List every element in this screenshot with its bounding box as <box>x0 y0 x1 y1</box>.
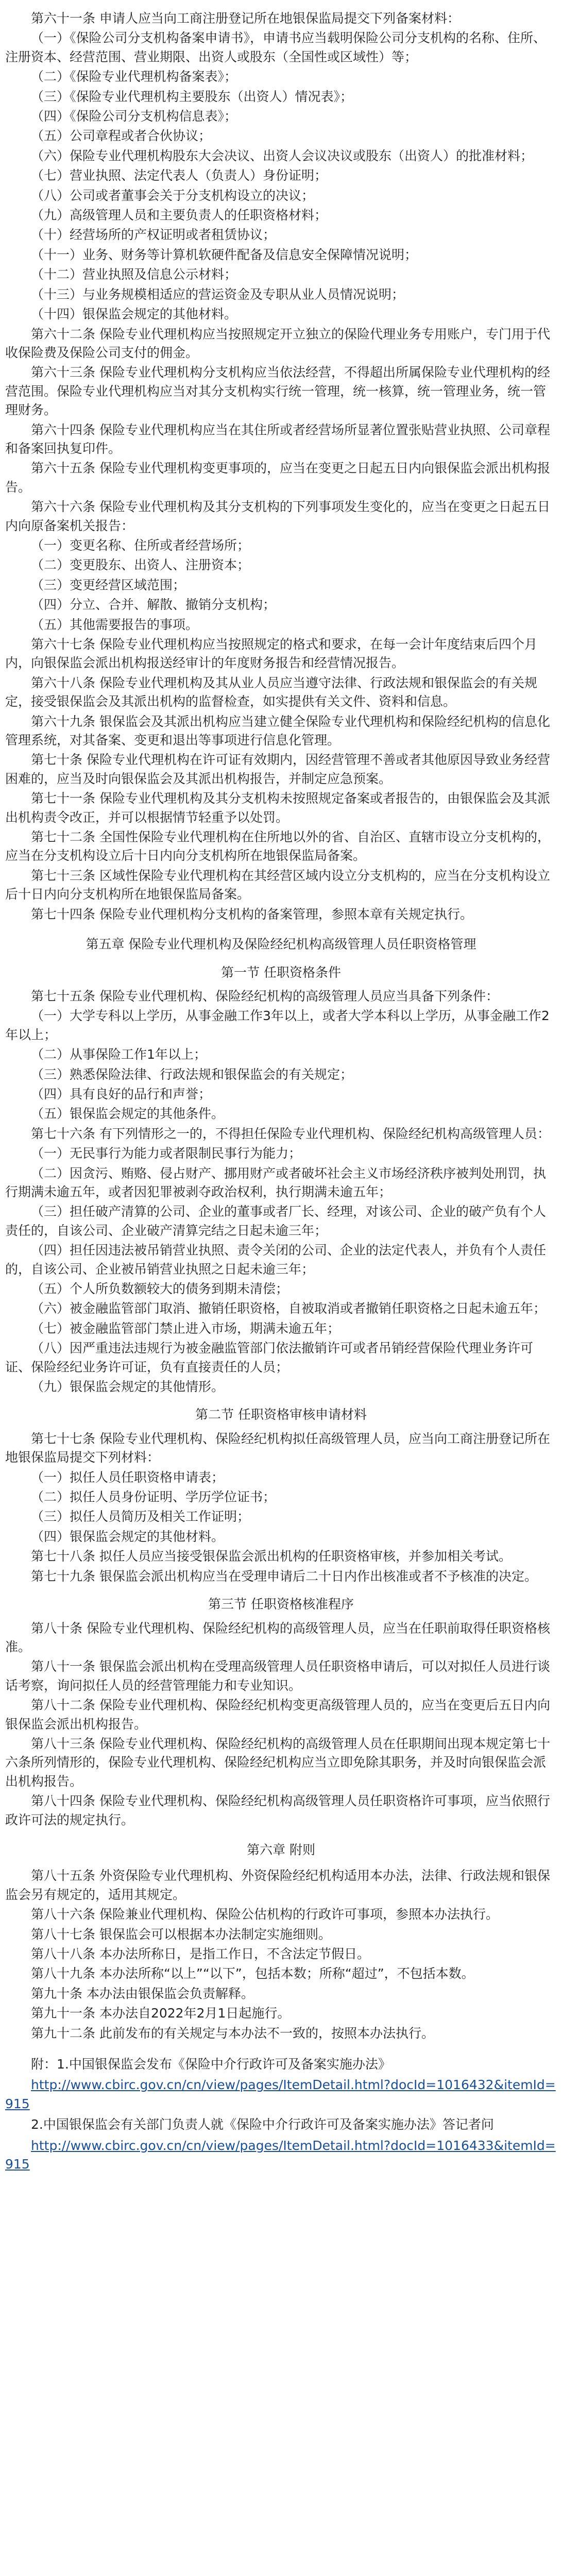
paragraph: （五）其他需要报告的事项。 <box>31 617 199 632</box>
paragraph: 第七十五条 保险专业代理机构、保险经纪机构的高级管理人员应当具备下列条件： <box>31 988 499 1004</box>
paragraph: （一）《保险公司分支机构备案申请书》，申请书应当载明保险公司分支机构的名称、住所、注册资本、经营范围、营业期限、出资人或股东（全国性或区域性）等； <box>5 30 547 64</box>
paragraph: 第八十三条 保险专业代理机构、保险经纪机构的高级管理人员在任职期间出现本规定第七十六条所列情形的，保险专业代理机构、保险经纪机构应当立即免除其职务，并及时向银保监会派出机构报告。 <box>5 1736 550 1789</box>
paragraph: （一）无民事行为能力或者限制民事行为能力； <box>31 1146 302 1161</box>
chapter5-section3-title: 第三节 任职资格核准程序 <box>208 1597 354 1612</box>
chapter5-section1-title: 第一节 任职资格条件 <box>221 964 341 980</box>
paragraph: 第七十八条 拟任人员应当接受银保监会派出机构的任职资格审核，并参加相关考试。 <box>31 1549 512 1564</box>
paragraph: （四）担任因违法被吊销营业执照、责令关闭的公司、企业的法定代表人，并负有个人责任的，自该公司、企业被吊销营业执照之日起未逾三年； <box>5 1243 547 1277</box>
paragraph: 第八十二条 保险专业代理机构、保险经纪机构变更高级管理人员的，应当在变更后五日内向银保监会派出机构报告。 <box>5 1698 550 1732</box>
paragraph: 第七十七条 保险专业代理机构、保险经纪机构拟任高级管理人员，应当向工商注册登记所在地银保监局提交下列材料： <box>5 1431 550 1465</box>
paragraph: 第六十八条 保险专业代理机构及其从业人员应当遵守法律、行政法规和银保监会的有关规定，接受银保监会及其派出机构的监督检查，如实提供有关文件、资料和信息。 <box>5 675 537 709</box>
paragraph: （一）变更名称、住所或者经营场所； <box>31 537 250 553</box>
paragraph: 第七十六条 有下列情形之一的，不得担任保险专业代理机构、保险经纪机构高级管理人员： <box>31 1126 550 1141</box>
paragraph: （三）变更经营区域范围； <box>31 577 186 592</box>
paragraph: 第七十四条 保险专业代理机构分支机构的备案管理，参照本章有关规定执行。 <box>31 906 473 922</box>
paragraph: （四）具有良好的品行和声誉； <box>31 1086 212 1101</box>
paragraph: （九）高级管理人员和主要负责人的任职资格材料； <box>31 208 328 223</box>
paragraph: （二）《保险专业代理机构备案表》； <box>31 69 237 84</box>
paragraph: 第八十一条 银保监会派出机构在受理高级管理人员任职资格申请后，可以对拟任人员进行谈话考察，询问拟任人员的经营管理能力和专业知识。 <box>5 1659 550 1693</box>
chapter5-section2-title: 第二节 任职资格审核申请材料 <box>195 1407 367 1422</box>
paragraph: 第六十三条 保险专业代理机构分支机构应当依法经营，不得超出所属保险专业代理机构的经营范围。保险专业代理机构应当对其分支机构实行统一管理，统一核算，统一管理业务，统一管理财务。 <box>5 365 550 418</box>
paragraph: （三）拟任人员简历及相关工作证明； <box>31 1509 250 1524</box>
paragraph: 第六十五条 保险专业代理机构变更事项的，应当在变更之日起五日内向银保监会派出机构报告。 <box>5 461 550 495</box>
paragraph: 第七十九条 银保监会派出机构应当在受理申请后二十日内作出核准或者不予核准的决定。 <box>31 1568 537 1584</box>
paragraph: 第八十四条 保险专业代理机构、保险经纪机构高级管理人员任职资格许可事项，应当依照行政许可法的规定执行。 <box>5 1793 550 1827</box>
chapter6-body <box>5 1867 557 2043</box>
paragraph: （七）被金融监管部门禁止进入市场，期满未逾五年； <box>31 1320 340 1336</box>
appendix-label-1: 附：1.中国银保监会发布《保险中介行政许可及备案实施办法》 <box>31 2057 391 2072</box>
paragraph: 第八十七条 银保监会可以根据本办法制定实施细则。 <box>31 1926 331 1942</box>
paragraph: （五）个人所负数额较大的债务到期未清偿； <box>31 1281 289 1296</box>
paragraph: 第六十二条 保险专业代理机构应当按照规定开立独立的保险代理业务专用账户，专门用于代收保险费及保险公司支付的佣金。 <box>5 326 550 360</box>
paragraph: 第八十八条 本办法所称日，是指工作日，不含法定节假日。 <box>31 1946 370 1961</box>
paragraph: 第九十一条 本办法自2022年2月1日起施行。 <box>31 2006 291 2021</box>
appendix-label-2: 2.中国银保监会有关部门负责人就《保险中介行政许可及备案实施办法》答记者问 <box>31 2117 494 2132</box>
paragraph: （一）大学专科以上学历，从事金融工作3年以上，或者大学本科以上学历，从事金融工作2年以上； <box>5 1008 550 1042</box>
paragraph: 第八十九条 本办法所称“以上”“以下”，包括本数；所称“超过”，不包括本数。 <box>31 1966 474 1981</box>
paragraph: 第八十条 保险专业代理机构、保险经纪机构的高级管理人员，应当在任职前取得任职资格核准。 <box>5 1620 550 1654</box>
chapter5-title: 第五章 保险专业代理机构及保险经纪机构高级管理人员任职资格管理 <box>86 937 476 952</box>
paragraph: （四）分立、合并、解散、撤销分支机构； <box>31 597 276 613</box>
paragraph: 第六十七条 保险专业代理机构应当按照规定的格式和要求，在每一会计年度结束后四个月内，向银保监会派出机构报送经审计的年度财务报告和经营情况报告。 <box>5 637 537 671</box>
paragraph: （十三）与业务规模相适应的营运资金及专职从业人员情况说明； <box>31 286 405 302</box>
paragraph: 第八十五条 外资保险专业代理机构、外资保险经纪机构适用本办法，法律、行政法规和银保监会另有规定的，适用其规定。 <box>5 1868 550 1902</box>
paragraph: （二）变更股东、出资人、注册资本； <box>31 557 250 573</box>
paragraph: 第七十一条 保险专业代理机构及其分支机构未按照规定备案或者报告的，由银保监会及其派出机构责令改正，并可以根据情节轻重予以处罚。 <box>5 791 550 825</box>
paragraph: （三）熟悉保险法律、行政法规和银保监会的有关规定； <box>31 1066 353 1082</box>
appendix-link-2[interactable]: http://www.cbirc.gov.cn/cn/view/pages/ItemDetail.html?docId=1016433&itemId=915 <box>5 2138 556 2172</box>
chapter6-title: 第六章 附则 <box>247 1842 315 1857</box>
paragraph: （四）银保监会规定的其他材料。 <box>31 1529 225 1544</box>
paragraph: （十四）银保监会规定的其他材料。 <box>31 307 237 322</box>
paragraph: （八）因严重违法违规行为被金融监管部门依法撤销许可或者吊销经营保险代理业务许可证、保险经纪业务许可证，负有直接责任的人员； <box>5 1341 534 1375</box>
paragraph: （五）公司章程或者合伙协议； <box>31 128 212 144</box>
paragraph: 第六十四条 保险专业代理机构应当在其住所或者经营场所显著位置张贴营业执照、公司章程和备案回执复印件。 <box>5 422 550 456</box>
paragraph: 第六十一条 申请人应当向工商注册登记所在地银保监局提交下列备案材料： <box>31 11 460 26</box>
chapter5-section3-body <box>5 1619 557 1829</box>
paragraph: （二）从事保险工作1年以上； <box>31 1047 207 1062</box>
paragraph: （三）《保险专业代理机构主要股东（出资人）情况表》； <box>31 89 353 104</box>
paragraph: （六）保险专业代理机构股东大会决议、出资人会议决议或股东（出资人）的批准材料； <box>31 148 534 163</box>
chapter5-section1-body <box>5 987 557 1397</box>
chapter5-section2-body <box>5 1430 557 1586</box>
paragraph: 第七十条 保险专业代理机构在许可证有效期内，因经营管理不善或者其他原因导致业务经营困难的，应当及时向银保监会及其派出机构报告，并制定应急预案。 <box>5 752 550 786</box>
paragraph: （一）拟任人员任职资格申请表； <box>31 1469 225 1485</box>
paragraph: （十二）营业执照及信息公示材料； <box>31 267 237 282</box>
paragraph: 第七十二条 全国性保险专业代理机构在住所地以外的省、自治区、直辖市设立分支机构的，应当在分支机构设立后十日内向分支机构所在地银保监局备案。 <box>5 829 550 863</box>
paragraph: （八）公司或者董事会关于分支机构设立的决议； <box>31 188 315 203</box>
appendix <box>5 2055 557 2174</box>
chapter4-body <box>5 9 557 924</box>
paragraph: 第六十九条 银保监会及其派出机构应当建立健全保险专业代理机构和保险经纪机构的信息化管理系统，对其备案、变更和退出等事项进行信息化管理。 <box>5 714 550 748</box>
appendix-link-1[interactable]: http://www.cbirc.gov.cn/cn/view/pages/ItemDetail.html?docId=1016432&itemId=915 <box>5 2077 556 2111</box>
paragraph: （四）《保险公司分支机构信息表》； <box>31 109 237 124</box>
paragraph: （二）因贪污、贿赂、侵占财产、挪用财产或者破坏社会主义市场经济秩序被判处刑罚，执行期满未逾五年，或者因犯罪被剥夺政治权利，执行期满未逾五年； <box>5 1165 547 1199</box>
paragraph: 第七十三条 区域性保险专业代理机构在其经营区域内设立分支机构的，应当在分支机构设立后十日内向分支机构所在地银保监局备案。 <box>5 868 550 902</box>
paragraph: （十）经营场所的产权证明或者租赁协议； <box>31 227 276 243</box>
paragraph: 第九十条 本办法由银保监会负责解释。 <box>31 1986 254 2001</box>
paragraph: 第六十六条 保险专业代理机构及其分支机构的下列事项发生变化的，应当在变更之日起五日内向原备案机关报告： <box>5 499 550 533</box>
paragraph: 第九十二条 此前发布的有关规定与本办法不一致的，按照本办法执行。 <box>31 2025 434 2041</box>
paragraph: （九）银保监会规定的其他情形。 <box>31 1379 225 1395</box>
paragraph: 第八十六条 保险兼业代理机构、保险公估机构的行政许可事项，参照本办法执行。 <box>31 1907 499 1922</box>
paragraph: （五）银保监会规定的其他条件。 <box>31 1106 225 1122</box>
paragraph: （二）拟任人员身份证明、学历学位证书； <box>31 1489 276 1505</box>
paragraph: （七）营业执照、法定代表人（负责人）身份证明； <box>31 168 328 183</box>
paragraph: （六）被金融监管部门取消、撤销任职资格，自被取消或者撤销任职资格之日起未逾五年； <box>31 1301 547 1316</box>
paragraph: （十一）业务、财务等计算机软硬件配备及信息安全保障情况说明； <box>31 247 418 262</box>
paragraph: （三）担任破产清算的公司、企业的董事或者厂长、经理，对该公司、企业的破产负有个人责任的，自该公司、企业破产清算完结之日起未逾三年； <box>5 1204 547 1238</box>
